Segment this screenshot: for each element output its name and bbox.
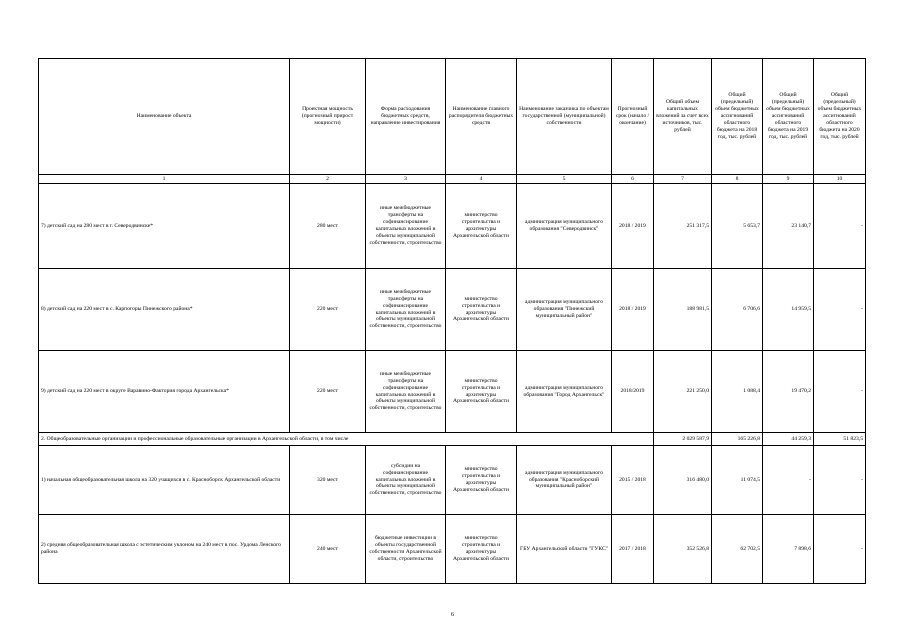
column-number: 3 <box>366 175 446 184</box>
customer: администрация муниципального образования "Город Архангельск" <box>517 351 612 433</box>
customer: ГБУ Архангельской области "ГУКС" <box>517 515 612 584</box>
section-budget-2020: 51 823,5 <box>814 433 866 446</box>
spending-form: субсидии на софинансирование капитальных вложений в объекты муниципальной собственности, строительство <box>366 446 446 515</box>
object-name: 2) средняя общеобразовательная школа с эстетическим уклоном на 240 мест в пос. Урдома Ленского района <box>39 515 290 584</box>
total-investment: 316 480,0 <box>654 446 712 515</box>
object-name: 8) детский сад на 220 мест в с. Карпогоры Пинежского района* <box>39 269 290 351</box>
customer: администрация муниципального образования "Северодвинск" <box>517 184 612 269</box>
term: 2017 / 2018 <box>612 515 654 584</box>
column-number: 9 <box>763 175 814 184</box>
spending-form: иные межбюджетные трансферты на софинансирование капитальных вложений в объекты муниципальной собственности, строительство <box>366 269 446 351</box>
budget-2020: - <box>814 351 866 433</box>
budget-2020: - <box>814 515 866 584</box>
budget-distributor: министерство строительства и архитектуры Архангельской области <box>446 351 517 433</box>
section-budget-2018: 165 226,8 <box>712 433 763 446</box>
budget-2020: - <box>814 446 866 515</box>
capacity: 240 мест <box>290 515 366 584</box>
header-cell: Форма расходования бюджетных средств, направление инвестирования <box>366 59 446 175</box>
header-cell: Общий (предельный) объем бюджетных ассигнований областного бюджета на 2020 год, тыс. рублей <box>814 59 866 175</box>
column-number: 1 <box>39 175 290 184</box>
budget-2020: - <box>814 269 866 351</box>
capacity: 220 мест <box>290 351 366 433</box>
column-number: 2 <box>290 175 366 184</box>
spending-form: иные межбюджетные трансферты на софинансирование капитальных вложений в объекты муниципальной собственности, строительство <box>366 351 446 433</box>
capacity: 280 мест <box>290 184 366 269</box>
term: 2015 / 2018 <box>612 446 654 515</box>
header-cell: Общий (предельный) объем бюджетных ассигнований областного бюджета на 2018 год, тыс. рублей <box>712 59 763 175</box>
header-cell: Проектная мощность (прогнозный прирост мощности) <box>290 59 366 175</box>
budget-2019: - <box>763 446 814 515</box>
budget-2018: 11 074,5 <box>712 446 763 515</box>
header-cell: Наименование объекта <box>39 59 290 175</box>
table-row <box>39 515 866 584</box>
budget-2018: 5 653,7 <box>712 184 763 269</box>
budget-2019: 7 898,6 <box>763 515 814 584</box>
customer: администрация муниципального образования "Пинежский муниципальный район" <box>517 269 612 351</box>
total-investment: 188 981,5 <box>654 269 712 351</box>
header-cell: Общий объем капитальных вложений за счет всех источников, тыс. рублей <box>654 59 712 175</box>
column-number: 6 <box>612 175 654 184</box>
page-number: 6 <box>451 612 454 618</box>
section-total: 2 029 587,9 <box>654 433 712 446</box>
investment-table <box>38 58 866 584</box>
header-cell: Наименование главного распорядителя бюджетных средств <box>446 59 517 175</box>
capacity: 320 мест <box>290 446 366 515</box>
section-budget-2019: 44 259,3 <box>763 433 814 446</box>
budget-distributor: министерство строительства и архитектуры Архангельской области <box>446 446 517 515</box>
column-number: 8 <box>712 175 763 184</box>
header-row <box>39 59 866 175</box>
term: 2018 / 2019 <box>612 184 654 269</box>
object-name: 9) детский сад на 220 мест в округе Варавино-Фактория города Архангельска* <box>39 351 290 433</box>
column-number: 10 <box>814 175 866 184</box>
budget-2018: 1 088,4 <box>712 351 763 433</box>
total-investment: 251 317,5 <box>654 184 712 269</box>
section-label: 2. Общеобразовательные организации и профессиональные образовательные организации в Архангельской области, в том числе <box>39 433 654 446</box>
capacity: 220 мест <box>290 269 366 351</box>
total-investment: 352 526,8 <box>654 515 712 584</box>
spending-form: бюджетные инвестиции в объекты государственной собственности Архангельской области, строительство <box>366 515 446 584</box>
column-number: 5 <box>517 175 612 184</box>
budget-distributor: министерство строительства и архитектуры Архангельской области <box>446 269 517 351</box>
column-number: 7 <box>654 175 712 184</box>
column-number-row <box>39 175 866 184</box>
budget-2019: 23 140,7 <box>763 184 814 269</box>
object-name: 1) начальная общеобразовательная школа на 320 учащихся в с. Красноборск Архангельской области <box>39 446 290 515</box>
budget-2018: 6 706,6 <box>712 269 763 351</box>
header-cell: Прогнозный срок (начало / окончание) <box>612 59 654 175</box>
term: 2018 / 2019 <box>612 269 654 351</box>
table-row <box>39 351 866 433</box>
budget-2019: 19 470,2 <box>763 351 814 433</box>
header-cell: Общий (предельный) объем бюджетных ассигнований областного бюджета на 2019 год, тыс. рублей <box>763 59 814 175</box>
table-row <box>39 184 866 269</box>
section-row <box>39 433 866 446</box>
table-row <box>39 446 866 515</box>
column-number: 4 <box>446 175 517 184</box>
budget-2020: - <box>814 184 866 269</box>
customer: администрация муниципального образования "Красноборский муниципальный район" <box>517 446 612 515</box>
budget-distributor: министерство строительства и архитектуры Архангельской области <box>446 515 517 584</box>
total-investment: 221 250,0 <box>654 351 712 433</box>
header-cell: Наименование заказчика по объектам государственной (муниципальной) собственности <box>517 59 612 175</box>
object-name: 7) детский сад на 280 мест в г. Северодвинске* <box>39 184 290 269</box>
table-row <box>39 269 866 351</box>
term: 2018/2019 <box>612 351 654 433</box>
budget-2019: 14 959,5 <box>763 269 814 351</box>
budget-2018: 62 702,5 <box>712 515 763 584</box>
spending-form: иные межбюджетные трансферты на софинансирование капитальных вложений в объекты муниципальной собственности, строительство <box>366 184 446 269</box>
budget-distributor: министерство строительства и архитектуры Архангельской области <box>446 184 517 269</box>
